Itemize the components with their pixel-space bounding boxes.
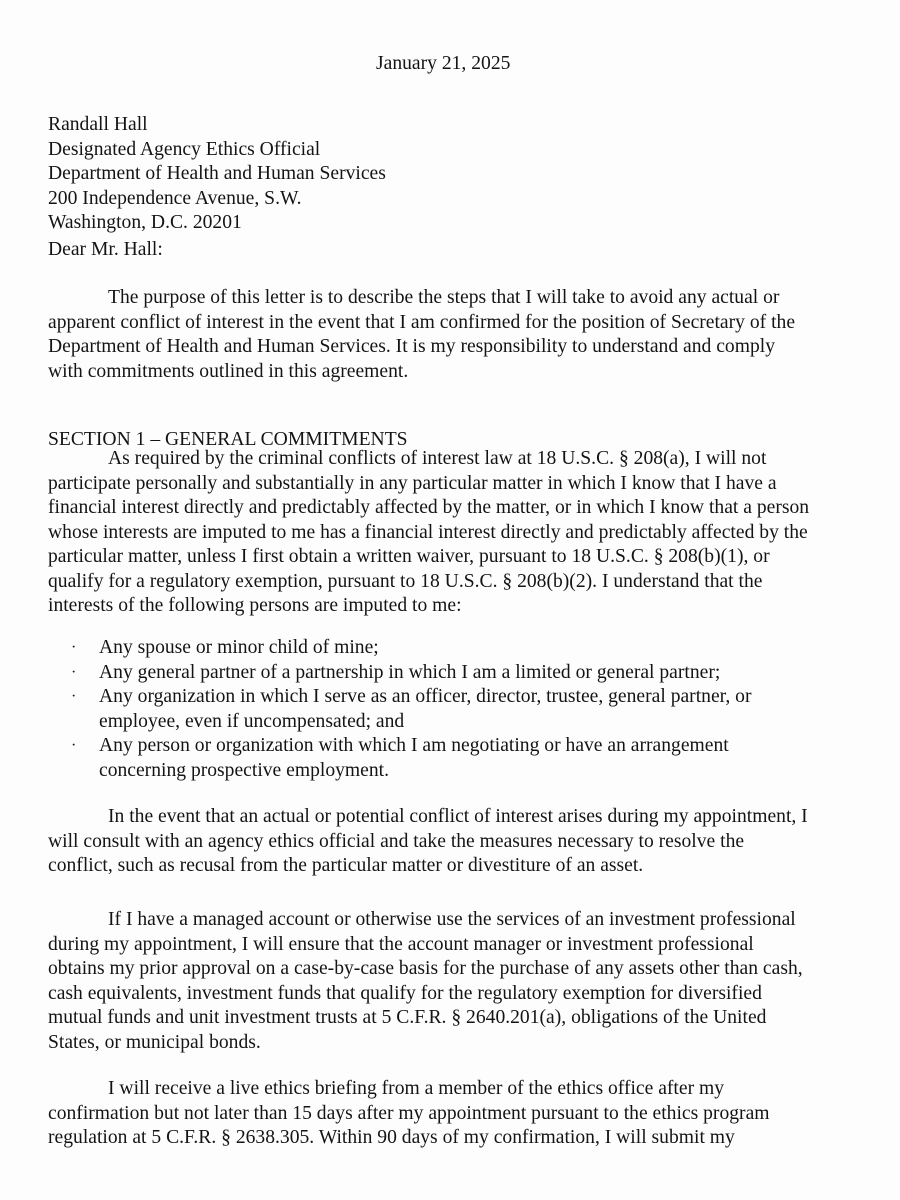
intro-line: apparent conflict of interest in the event that I am confirmed for the position of Secretary of the (48, 311, 796, 333)
list-item (48, 685, 752, 734)
managed-account-line: States, or municipal bonds. (48, 1031, 261, 1053)
intro-line: Department of Health and Human Services. It is my responsibility to understand and comply (48, 336, 775, 357)
section-1-paragraph (48, 447, 868, 619)
intro-line: The purpose of this letter is to describe the steps that I will take to avoid any actual or (108, 287, 780, 308)
managed-account-line: during my appointment, I will ensure that the account manager or investment professional (48, 933, 754, 955)
section-1-line: participate personally and substantially in any particular matter in which I know that I have a (48, 472, 777, 494)
salutation: Dear Mr. Hall: (48, 239, 163, 260)
section-1-heading: SECTION 1 – GENERAL COMMITMENTS (48, 429, 408, 450)
briefing-line: I will receive a live ethics briefing from a member of the ethics office after my (108, 1078, 725, 1099)
intro-line: with commitments outlined in this agreement. (48, 360, 409, 382)
briefing-line: regulation at 5 C.F.R. § 2638.305. Within 90 days of my confirmation, I will submit my (48, 1127, 735, 1148)
conflict-line: will consult with an agency ethics official and take the measures necessary to resolve the (48, 830, 745, 852)
recipient-city: Washington, D.C. 20201 (48, 212, 242, 233)
conflict-line: conflict, such as recusal from the particular matter or divestiture of an asset. (48, 855, 644, 876)
list-item-text: Any general partner of a partnership in which I am a limited or general partner; (99, 661, 721, 683)
section-1-line: interests of the following persons are imputed to me: (48, 595, 462, 616)
managed-account-paragraph (48, 908, 868, 1055)
section-1-line: qualify for a regulatory exemption, pursuant to 18 U.S.C. § 208(b)(2). I understand that the (48, 570, 763, 592)
imputed-persons-list (48, 636, 752, 783)
list-item-text: Any spouse or minor child of mine; (99, 637, 379, 658)
ethics-briefing-paragraph (48, 1077, 868, 1151)
section-1-line: financial interest directly and predictably affected by the matter, or in which I know that a person (48, 497, 810, 518)
list-item-text: Any person or organization with which I am negotiating or have an arrangement (99, 735, 729, 756)
recipient-title: Designated Agency Ethics Official (48, 138, 321, 160)
managed-account-line: cash equivalents, investment funds that qualify for the regulatory exemption for diversified (48, 982, 762, 1004)
recipient-address-block (48, 113, 386, 236)
list-item-text: employee, even if uncompensated; and (99, 710, 405, 732)
conflict-paragraph (48, 805, 868, 879)
managed-account-line: obtains my prior approval on a case-by-case basis for the purchase of any assets other than cash, (48, 958, 803, 979)
recipient-department: Department of Health and Human Services (48, 163, 386, 184)
recipient-street: 200 Independence Avenue, S.W. (48, 187, 302, 209)
managed-account-line: If I have a managed account or otherwise use the services of an investment professional (108, 909, 796, 930)
intro-paragraph (48, 286, 868, 384)
bullet-icon: · (71, 737, 77, 754)
bullet-icon: · (71, 639, 77, 656)
list-item-text: Any organization in which I serve as an officer, director, trustee, general partner, or (99, 686, 752, 707)
bullet-icon: · (71, 688, 77, 705)
bullet-icon: · (71, 663, 77, 681)
recipient-name: Randall Hall (48, 114, 148, 135)
section-1-line: particular matter, unless I first obtain a written waiver, pursuant to 18 U.S.C. § 208(b)(1), or (48, 546, 770, 567)
list-item (48, 661, 752, 686)
list-item (48, 636, 752, 661)
briefing-line: confirmation but not later than 15 days after my appointment pursuant to the ethics program (48, 1102, 770, 1124)
section-1-line: whose interests are imputed to me has a financial interest directly and predictably affected by the (48, 521, 808, 543)
conflict-line: In the event that an actual or potential conflict of interest arises during my appointment, I (108, 806, 808, 827)
managed-account-line: mutual funds and unit investment trusts at 5 C.F.R. § 2640.201(a), obligations of the United (48, 1007, 767, 1028)
letter-date: January 21, 2025 (376, 53, 511, 74)
section-1-line: As required by the criminal conflicts of interest law at 18 U.S.C. § 208(a), I will not (108, 448, 767, 469)
list-item-text: concerning prospective employment. (99, 759, 390, 781)
list-item (48, 734, 752, 783)
